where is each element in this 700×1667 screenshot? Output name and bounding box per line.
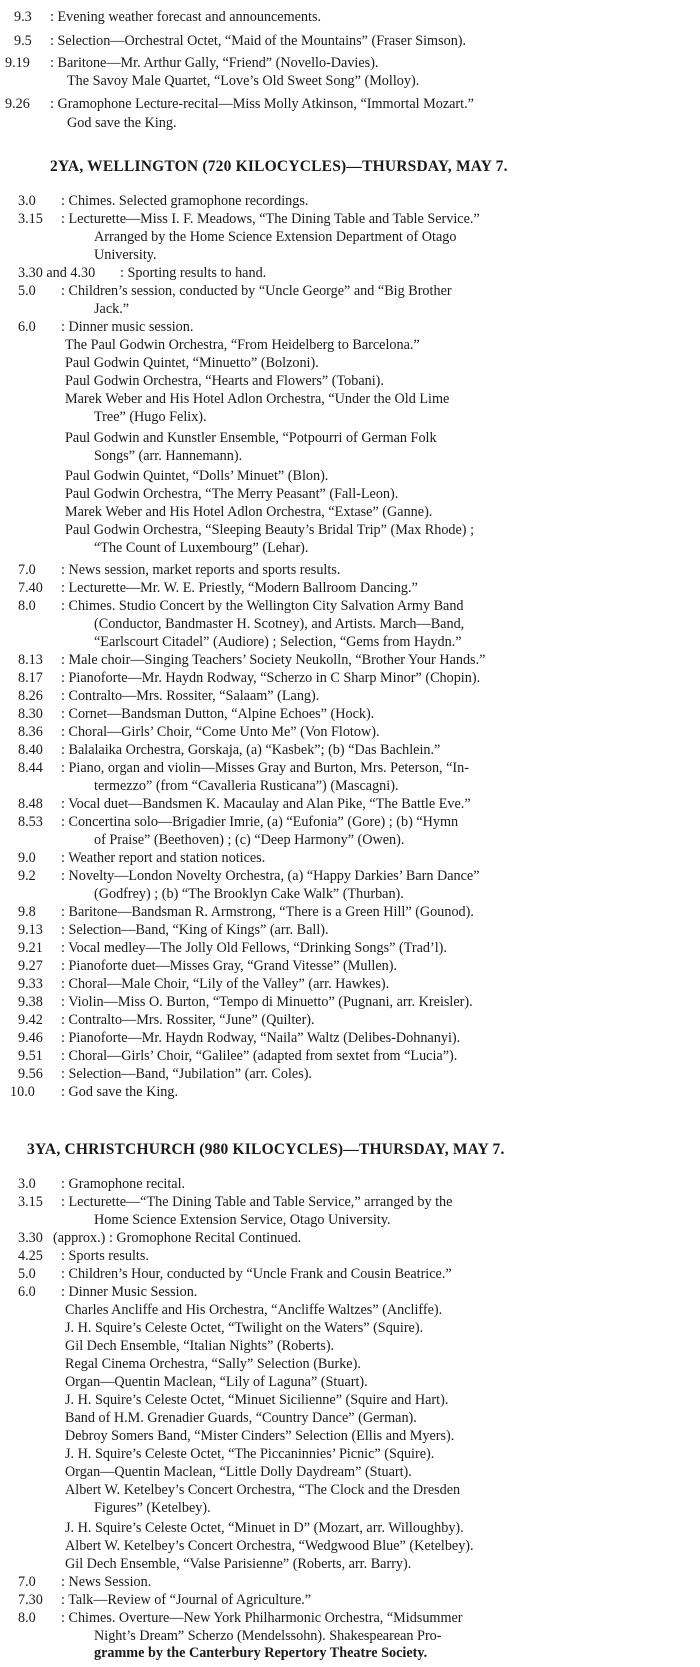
line-time: 8.36 — [18, 724, 43, 740]
line-time: 9.33 — [18, 976, 43, 992]
line-time: 9.0 — [18, 850, 36, 866]
line-text: : Children’s Hour, conducted by “Uncle Frank and Cousin Beatrice.” — [61, 1266, 452, 1282]
line-time: 3.15 — [18, 1194, 43, 1210]
line-text: Jack.” — [94, 301, 130, 317]
line-text: : God save the King. — [61, 1084, 179, 1100]
line-text: (approx.) : Gromophone Recital Continued. — [53, 1230, 302, 1246]
line-text: : Male choir—Singing Teachers’ Society Neukolln, “Brother Your Hands.” — [61, 652, 486, 668]
line-text: : Novelty—London Novelty Orchestra, (a) “Happy Darkies’ Barn Dance” — [61, 868, 480, 884]
line-time: 7.30 — [18, 1592, 43, 1608]
line-text: : Cornet—Bandsman Dutton, “Alpine Echoes” (Hock). — [61, 706, 375, 722]
line-text: of Praise” (Beethoven) ; (c) “Deep Harmony” (Owen). — [94, 832, 405, 848]
line-text: Figures” (Ketelbey). — [94, 1500, 211, 1516]
line-text: University. — [94, 247, 157, 263]
line-text: Albert W. Ketelbey’s Concert Orchestra, “Wedgwood Blue” (Ketelbey). — [65, 1538, 474, 1554]
line-text: Paul Godwin and Kunstler Ensemble, “Potpourri of German Folk — [65, 430, 437, 446]
line-text: gramme by the Canterbury Repertory Theatre Society. — [94, 1645, 428, 1661]
line-time: 9.13 — [18, 922, 43, 938]
line-time: 9.26 — [5, 96, 30, 112]
line-time: 8.44 — [18, 760, 43, 776]
line-text: termezzo” (from “Cavalleria Rusticana”) (Mascagni). — [94, 778, 399, 794]
line-text: Marek Weber and His Hotel Adlon Orchestra, “Extase” (Ganne). — [65, 504, 433, 520]
line-text: : Pianoforte—Mr. Haydn Rodway, “Naila” Waltz (Delibes-Dohnanyi). — [61, 1030, 461, 1046]
line-text: God save the King. — [67, 115, 177, 131]
line-text: Paul Godwin Orchestra, “Sleeping Beauty’s Bridal Trip” (Max Rhode) ; — [65, 522, 475, 538]
line-text: : Vocal medley—The Jolly Old Fellows, “Drinking Songs” (Trad’l). — [61, 940, 447, 956]
line-text: : Dinner Music Session. — [61, 1284, 198, 1300]
line-time: 4.25 — [18, 1248, 43, 1264]
line-time: 8.26 — [18, 688, 43, 704]
line-text: Paul Godwin Orchestra, “Hearts and Flowers” (Tobani). — [65, 373, 384, 389]
line-text: Debroy Somers Band, “Mister Cinders” Selection (Ellis and Myers). — [65, 1428, 455, 1444]
line-text: Charles Ancliffe and His Orchestra, “Ancliffe Waltzes” (Ancliffe). — [65, 1302, 443, 1318]
line-text: Albert W. Ketelbey’s Concert Orchestra, “The Clock and the Dresden — [65, 1482, 461, 1498]
line-text: : Gramophone Lecture-recital—Miss Molly Atkinson, “Immortal Mozart.” — [50, 96, 474, 112]
line-time: 10.0 — [10, 1084, 35, 1100]
line-text: Night’s Dream” Scherzo (Mendelssohn). Shakespearean Pro- — [94, 1628, 442, 1644]
line-text: : Talk—Review of “Journal of Agriculture.” — [61, 1592, 312, 1608]
line-time: 8.17 — [18, 670, 43, 686]
line-text: Arranged by the Home Science Extension Department of Otago — [94, 229, 457, 245]
line-time: 8.0 — [18, 1610, 36, 1626]
line-text: The Savoy Male Quartet, “Love’s Old Sweet Song” (Molloy). — [67, 73, 420, 89]
line-text: : Lecturette—Mr. W. E. Priestly, “Modern Ballroom Dancing.” — [61, 580, 418, 596]
line-text: Organ—Quentin Maclean, “Little Dolly Daydream” (Stuart). — [65, 1464, 412, 1480]
line-time: 3.15 — [18, 211, 43, 227]
line-text: : Vocal duet—Bandsmen K. Macaulay and Alan Pike, “The Battle Eve.” — [61, 796, 471, 812]
line-time: 9.56 — [18, 1066, 43, 1082]
line-text: : Contralto—Mrs. Rossiter, “Salaam” (Lang). — [61, 688, 320, 704]
line-time: 3.0 — [18, 1176, 36, 1192]
line-text: : Choral—Girls’ Choir, “Galilee” (adapted from sextet from “Lucia”). — [61, 1048, 458, 1064]
line-text: : Selection—Orchestral Octet, “Maid of the Mountains” (Fraser Simson). — [50, 33, 467, 49]
line-text: : Selection—Band, “Jubilation” (arr. Coles). — [61, 1066, 312, 1082]
line-text: Paul Godwin Quintet, “Minuetto” (Bolzoni). — [65, 355, 319, 371]
line-text: : Balalaika Orchestra, Gorskaja, (a) “Kasbek”; (b) “Das Bachlein.” — [61, 742, 441, 758]
line-text: Songs” (arr. Hannemann). — [94, 448, 243, 464]
line-text: Tree” (Hugo Felix). — [94, 409, 207, 425]
line-time: 9.42 — [18, 1012, 43, 1028]
line-time: 9.51 — [18, 1048, 43, 1064]
line-text: J. H. Squire’s Celeste Octet, “The Piccaninnies’ Picnic” (Squire). — [65, 1446, 435, 1462]
line-text: : Violin—Miss O. Burton, “Tempo di Minuetto” (Pugnani, arr. Kreisler). — [61, 994, 473, 1010]
line-text: Gil Dech Ensemble, “Italian Nights” (Roberts). — [65, 1338, 335, 1354]
line-text: J. H. Squire’s Celeste Octet, “Minuet in D” (Mozart, arr. Willoughby). — [65, 1520, 464, 1536]
line-text: : Pianoforte duet—Misses Gray, “Grand Vitesse” (Mullen). — [61, 958, 398, 974]
line-text: Organ—Quentin Maclean, “Lily of Laguna” (Stuart). — [65, 1374, 368, 1390]
line-time: 8.48 — [18, 796, 43, 812]
line-time: 9.3 — [14, 9, 32, 25]
line-text: The Paul Godwin Orchestra, “From Heidelberg to Barcelona.” — [65, 337, 420, 353]
line-text: Paul Godwin Quintet, “Dolls’ Minuet” (Blon). — [65, 468, 329, 484]
section-heading-2ya: 2YA, WELLINGTON (720 KILOCYCLES)—THURSDAY, MAY 7. — [50, 158, 508, 175]
line-text: : Baritone—Mr. Arthur Gally, “Friend” (Novello-Davies). — [50, 55, 379, 71]
line-text: : Selection—Band, “King of Kings” (arr. Ball). — [61, 922, 329, 938]
line-text: : Concertina solo—Brigadier Imrie, (a) “Eufonia” (Gore) ; (b) “Hymn — [61, 814, 459, 830]
line-text: : Children’s session, conducted by “Uncle George” and “Big Brother — [61, 283, 452, 299]
line-time: 7.0 — [18, 1574, 36, 1590]
line-time: 8.53 — [18, 814, 43, 830]
line-text: : Contralto—Mrs. Rossiter, “June” (Quilter). — [61, 1012, 315, 1028]
line-text: J. H. Squire’s Celeste Octet, “Minuet Sicilienne” (Squire and Hart). — [65, 1392, 449, 1408]
line-time: 8.30 — [18, 706, 43, 722]
line-text: : Evening weather forecast and announcements. — [50, 9, 322, 25]
line-text: Gil Dech Ensemble, “Valse Parisienne” (Roberts, arr. Barry). — [65, 1556, 412, 1572]
line-text: : Chimes. Studio Concert by the Wellington City Salvation Army Band — [61, 598, 464, 614]
line-text: : Choral—Girls’ Choir, “Come Unto Me” (Von Flotow). — [61, 724, 380, 740]
line-time: 9.46 — [18, 1030, 43, 1046]
line-time: 6.0 — [18, 319, 36, 335]
line-text: Regal Cinema Orchestra, “Sally” Selection (Burke). — [65, 1356, 361, 1372]
line-text: : Sports results. — [61, 1248, 149, 1264]
line-time: 5.0 — [18, 1266, 36, 1282]
line-text: : Piano, organ and violin—Misses Gray and Burton, Mrs. Peterson, “In- — [61, 760, 469, 776]
line-text: : Dinner music session. — [61, 319, 194, 335]
line-text: : Baritone—Bandsman R. Armstrong, “There is a Green Hill” (Gounod). — [61, 904, 474, 920]
line-text: : Chimes. Selected gramophone recordings. — [61, 193, 309, 209]
line-text: Marek Weber and His Hotel Adlon Orchestra, “Under the Old Lime — [65, 391, 450, 407]
line-text: (Conductor, Bandmaster H. Scotney), and Artists. March—Band, — [94, 616, 465, 632]
line-time: 9.2 — [18, 868, 36, 884]
line-text: Paul Godwin Orchestra, “The Merry Peasant” (Fall-Leon). — [65, 486, 399, 502]
line-time: 7.40 — [18, 580, 43, 596]
line-text: : Chimes. Overture—New York Philharmonic Orchestra, “Midsummer — [61, 1610, 463, 1626]
line-text: : News Session. — [61, 1574, 152, 1590]
line-time: 8.0 — [18, 598, 36, 614]
line-time: 9.8 — [18, 904, 36, 920]
line-text: (Godfrey) ; (b) “The Brooklyn Cake Walk” (Thurban). — [94, 886, 404, 902]
line-text: : Pianoforte—Mr. Haydn Rodway, “Scherzo in C Sharp Minor” (Chopin). — [61, 670, 481, 686]
line-time: 8.13 — [18, 652, 43, 668]
line-text: J. H. Squire’s Celeste Octet, “Twilight on the Waters” (Squire). — [65, 1320, 424, 1336]
line-time: 9.38 — [18, 994, 43, 1010]
line-text: : Gramophone recital. — [61, 1176, 186, 1192]
line-text: : Choral—Male Choir, “Lily of the Valley” (arr. Hawkes). — [61, 976, 390, 992]
line-time: 6.0 — [18, 1284, 36, 1300]
section-heading-3ya: 3YA, CHRISTCHURCH (980 KILOCYCLES)—THURSDAY, MAY 7. — [27, 1141, 505, 1158]
line-time: 9.27 — [18, 958, 43, 974]
line-time: 3.0 — [18, 193, 36, 209]
line-time: 9.19 — [5, 55, 30, 71]
line-text: Band of H.M. Grenadier Guards, “Country Dance” (German). — [65, 1410, 417, 1426]
line-time: 3.30 and 4.30 — [18, 265, 96, 281]
line-text: : Lecturette—“The Dining Table and Table Service,” arranged by the — [61, 1194, 453, 1210]
line-time: 5.0 — [18, 283, 36, 299]
line-time: 7.0 — [18, 562, 36, 578]
line-time: 8.40 — [18, 742, 43, 758]
line-text: : News session, market reports and sports results. — [61, 562, 341, 578]
line-text: : Weather report and station notices. — [61, 850, 266, 866]
line-time: 9.5 — [14, 33, 32, 49]
line-text: : Lecturette—Miss I. F. Meadows, “The Dining Table and Table Service.” — [61, 211, 480, 227]
line-text: Home Science Extension Service, Otago University. — [94, 1212, 391, 1228]
line-time: 3.30 — [18, 1230, 43, 1246]
line-text: : Sporting results to hand. — [120, 265, 267, 281]
line-text: “The Count of Luxembourg” (Lehar). — [94, 540, 309, 556]
line-time: 9.21 — [18, 940, 43, 956]
line-text: “Earlscourt Citadel” (Audiore) ; Selection, “Gems from Haydn.” — [94, 634, 462, 650]
